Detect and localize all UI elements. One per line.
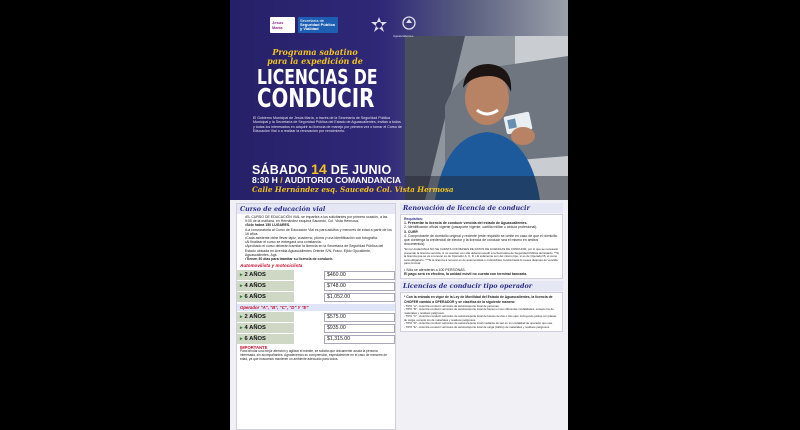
operator-type-intro: * Con la entrada en vigor de la Ley de Movilidad del Estado de Aguascalientes, la licencia de CHOFER cambió a OPERADOR y se clasifica de la siguiente manera: — [404, 295, 553, 304]
logo-bar — [270, 17, 338, 33]
poster — [230, 0, 568, 430]
list-item: 3. CURP. — [404, 229, 419, 234]
table-row: ▸ 6 AÑOS $1,315.00 — [237, 333, 395, 344]
table-row: ▸ 2 AÑOS $575.00 — [237, 311, 395, 322]
list-item: - TIPO "C".- Autoriza conducir vehículos de autotransporte local de bienes de dos o tres ejes, incluyendo pickup con placas de carga, excepto los de materiales y residuos peligrosos. — [404, 314, 557, 322]
event-address: Calle Hernández esq. Saucedo Col. Vista Hermosa — [252, 185, 454, 194]
table-row: ▸ 6 AÑOS $1,052.00 — [237, 291, 395, 302]
auto-price-title: Automovilista y motociclista — [240, 263, 303, 269]
event-time-place: 8:30 H / AUDITORIO COMANDANCIA — [252, 175, 401, 185]
intro-text: El Gobierno Municipal de Jesús María, a través de la Secretaría de Seguridad Pública Municipal y la Secretaría de Seguridad Pública del Estado de Aguascalientes, invitan a todos y todas los interesados en adquirir su licencia de manejo por primera vez o tomar el Curso de Educación Vial o a realizar la renovación por vencimiento. — [253, 116, 402, 134]
course-bullets — [237, 214, 395, 262]
title-conducir: CONDUCIR — [257, 84, 375, 114]
seal-label: Aguascalientes — [393, 34, 414, 38]
list-item: •Cada asistente debe llevar lápiz, cuaderno, pluma y una identificación con fotografía. — [245, 236, 378, 241]
payment-note: El pago será en efectivo, la unidad móvil no cuenta con terminal bancaria. — [404, 272, 528, 277]
list-item: •EL CURSO DE EDUCACIÓN VIAL se impartirá a los solicitantes por primera ocasión, a las 9:00 de la mañana, en Hernández esquina Saucedo, Col. Vista Hermosa. — [245, 215, 388, 224]
title-licencias: LICENCIAS DE — [257, 65, 378, 89]
important-title: IMPORTANTE — [240, 345, 268, 351]
security-secretariat-logo: Secretaría de Seguridad Pública y Vialidad — [298, 17, 338, 33]
hero-section — [230, 0, 568, 200]
important-text: Para brindar una mejor atención y agilizar el trámite, se solicita que únicamente acuda la persona interesada, sin acompañantes. Agradecemos su comprensión, especialmente en el caso de menores de edad, ya que buscamos mantener un ambiente adecuado para todos. — [240, 349, 388, 361]
list-item: 1. Presentar la licencia de conducir vencida del estado de Aguascalientes. — [404, 221, 528, 226]
table-row: ▸ 2 AÑOS $460.00 — [237, 269, 395, 280]
list-item: 4. Comprobante de domicilio original y reciente (este requisito se omite en caso de que el domicilio que contenga la credencial de elector y la licencia de conducir sea el mismo en ambos documentos). — [404, 233, 558, 247]
operator-price-table — [237, 311, 395, 344]
list-item: •Tienen 30 días para tramitar su licencia de conducir. — [245, 257, 334, 262]
renewal-note: *En la Unidad Móvil NO SE CUENTA CON BASES DE DATOS DE LICENCIAS DE CONDUCIR, por lo que se necesario presentar la licencia vencida, si no cuentan con ella deberán acudir a la Secretaría de Seguridad Pública del Estado. **Si la licencia que se va a renovar es de Operador A, C, D o E solamente son del mismo tipo, si es de Operador B, el curso será obligatorio. ***Si la licencia a renovar es de automovilista o motociclista, tendrá hasta 6 meses después de vencida para renovar. — [404, 247, 559, 266]
police-badge-icon — [370, 16, 388, 34]
list-item: •La convocatoria al Curso de Educación Vial es para adultos y menores de edad a partir de los 16 años. — [245, 227, 392, 236]
operator-type-title: Licencias de conducir tipo operador — [403, 282, 533, 291]
requirements-label: Requisitos: — [404, 217, 424, 221]
state-seal-icon — [400, 16, 418, 34]
table-row: ▸ 4 AÑOS $748.00 — [237, 280, 395, 291]
renewal-panel — [400, 203, 563, 430]
list-item: - TIPO "D".- Autoriza conducir vehículos de autotransporte local mediante de taxi en su modalidad de operador que sea. — [404, 321, 553, 326]
operator-price-title: Operador "A", "B", "C", "D" Y "E" — [240, 305, 309, 311]
list-item: •Al finalizar el curso se entregará una constancia. — [245, 240, 322, 245]
list-item: 2. Identificación oficial vigente (pasaporte vigente, cartilla militar o cédula profesional). — [404, 225, 538, 230]
table-row: ▸ 4 AÑOS $935.00 — [237, 322, 395, 333]
list-item: •Sólo habrá 150 LUGARES. — [245, 223, 291, 228]
event-date: SÁBADO 14 DE JUNIO — [252, 161, 392, 177]
attendance-limit: • Sólo se atenderán a 100 PERSONAS. — [404, 267, 466, 272]
driver-photo — [405, 36, 568, 200]
list-item: •Aprobado el curso deberán tramitar la licencia en la Secretaría de Seguridad Pública del Estado ubicada en Avenida Aguascalientes Oriente S/N, Fracc. Ejido Ojocaliente, Aguascalientes, Ags. — [245, 244, 384, 257]
list-item: - TIPO "A".- Autoriza conducir vehículos de autotransporte local de personas. — [404, 303, 500, 308]
auto-price-table — [237, 269, 395, 302]
program-title: Programa sabatino para la expedición de — [267, 47, 363, 66]
renewal-title: Renovación de licencia de conducir — [403, 204, 530, 212]
course-panel — [236, 203, 396, 430]
list-item: - TIPO "B".- Autoriza conducir vehículos de autotransporte local de bienes en sus diferentes modalidades, excepto los de materiales y residuos peligrosos. — [404, 307, 554, 315]
jesus-maria-logo: Jesús María — [270, 17, 295, 33]
list-item: - TIPO "E".- Autoriza conducir vehículos de autotransporte local de carga (tráfico) de materiales y residuos peligrosos. — [404, 324, 550, 329]
course-title: Curso de educación vial — [240, 205, 326, 213]
